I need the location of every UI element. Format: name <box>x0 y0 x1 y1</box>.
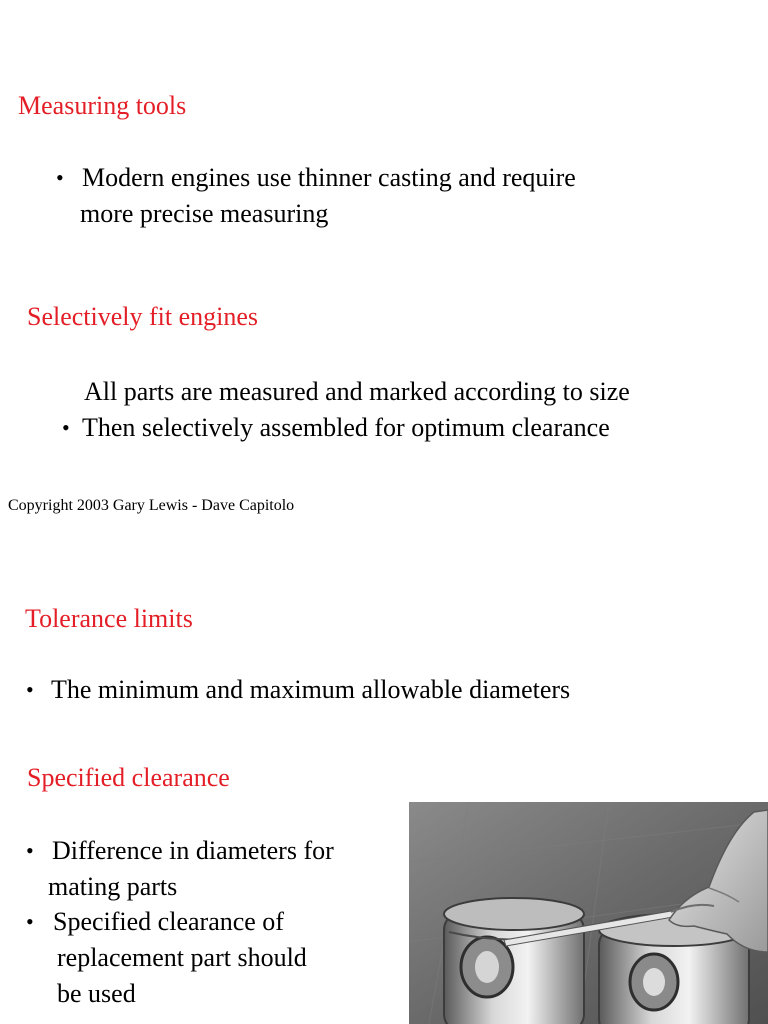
bullet-text-replacement-cont1: replacement part should <box>57 943 307 972</box>
bullet-text-thinner-casting-cont: more precise measuring <box>80 199 329 228</box>
copyright-notice: Copyright 2003 Gary Lewis - Dave Capitolo <box>8 497 295 514</box>
heading-selectively-fit: Selectively fit engines <box>27 302 259 331</box>
bullet-dot: • <box>62 415 70 440</box>
heading-specified-clearance: Specified clearance <box>27 763 230 792</box>
bullet-text-replacement: Specified clearance of <box>53 907 284 936</box>
text-all-parts: All parts are measured and marked according to size <box>84 377 630 406</box>
piston-illustration <box>409 802 768 1024</box>
bullet-text-difference-cont: mating parts <box>48 872 178 901</box>
bullet-dot: • <box>56 165 64 190</box>
bullet-text-selectively-assembled: Then selectively assembled for optimum clearance <box>82 413 610 442</box>
heading-tolerance-limits: Tolerance limits <box>25 604 193 633</box>
bullet-text-thinner-casting: Modern engines use thinner casting and require <box>82 163 576 192</box>
bullet-text-difference: Difference in diameters for <box>52 836 334 865</box>
bullet-dot: • <box>26 909 34 934</box>
bullet-dot: • <box>26 838 34 863</box>
bullet-text-min-max: The minimum and maximum allowable diameters <box>51 675 571 704</box>
heading-measuring-tools: Measuring tools <box>18 91 187 120</box>
piston-measuring-photo <box>409 802 768 1024</box>
bullet-text-replacement-cont2: be used <box>57 979 136 1008</box>
bullet-dot: • <box>26 677 34 702</box>
